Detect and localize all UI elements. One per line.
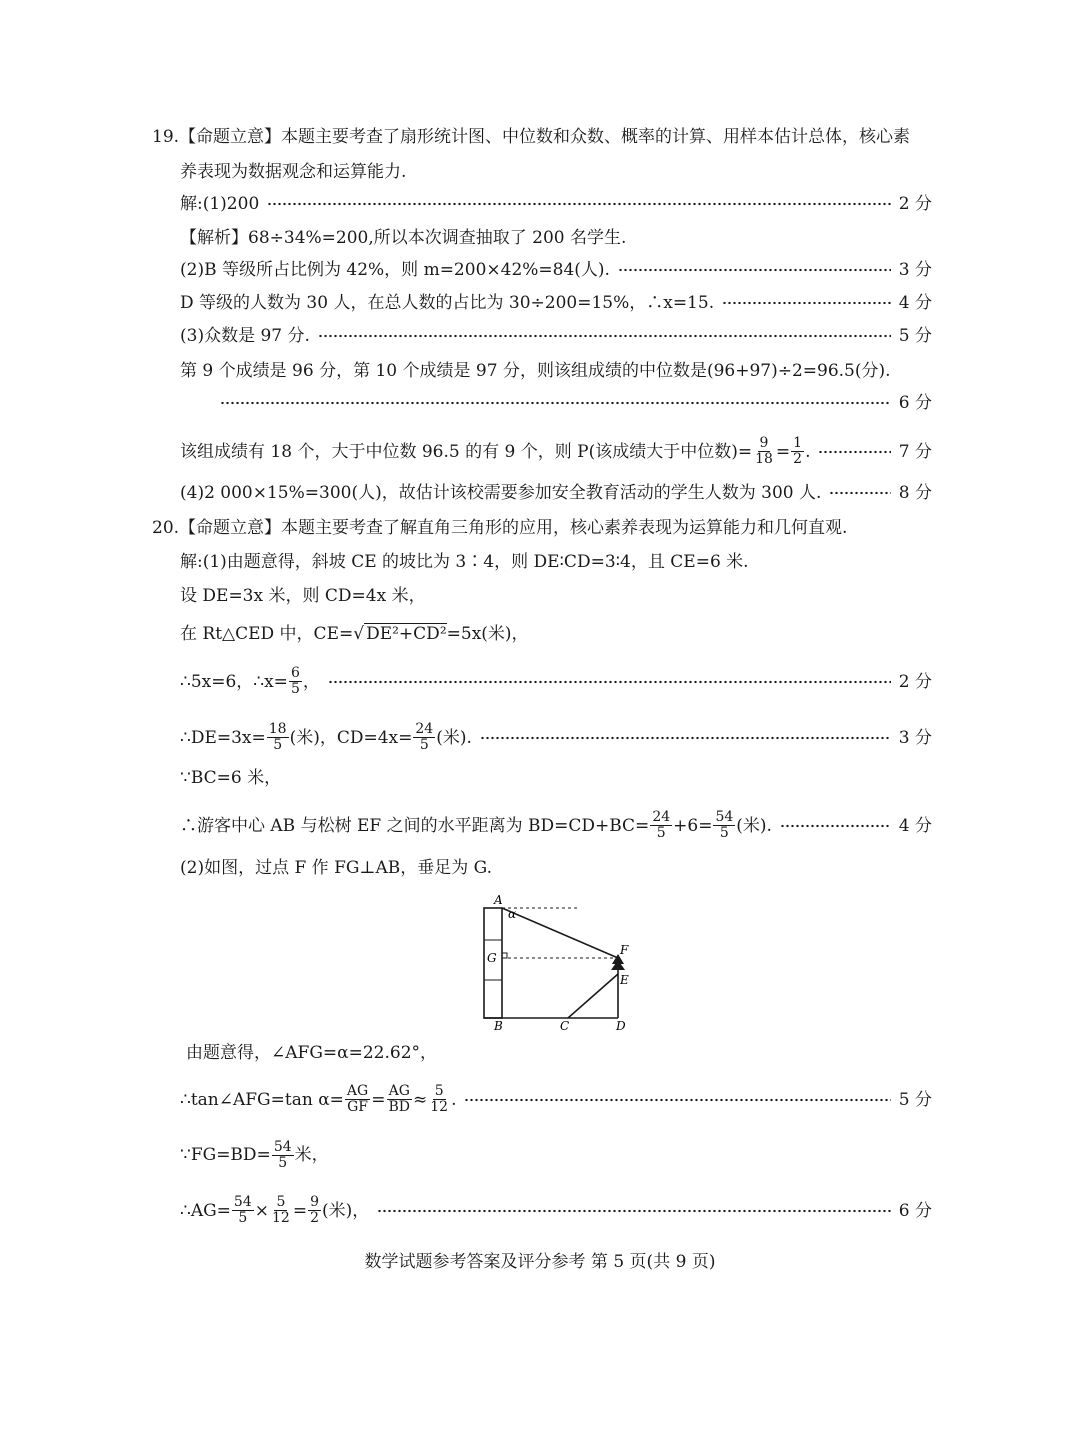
dot-leader <box>780 814 891 838</box>
dot-leader <box>818 440 890 464</box>
approx-sign: ≈ <box>412 1089 428 1110</box>
q20-line5-pre: ∴DE=3x= <box>180 727 266 748</box>
label-e: E <box>620 973 629 987</box>
q19-step4-text: (3)众数是 97 分. <box>180 326 310 346</box>
fraction <box>413 722 435 753</box>
q20-line9: 由题意得，∠AFG=α=22.62°， <box>186 1043 438 1063</box>
slope-ce <box>568 974 618 1018</box>
q20-line12-post: (米)， <box>322 1200 370 1221</box>
fraction <box>753 436 775 467</box>
fraction-numerator: 18 <box>268 721 287 737</box>
equals-sign: = <box>775 441 791 462</box>
fraction-numerator: 54 <box>273 1139 292 1155</box>
dot-leader <box>318 324 891 348</box>
sqrt-radicand: DE²+CD² <box>366 624 447 644</box>
fraction-numerator: 54 <box>715 809 734 825</box>
q20-line7-mid: +6= <box>673 815 713 836</box>
q19-step6-score: 7 分 <box>898 441 932 462</box>
dot-leader <box>464 1088 890 1112</box>
fraction-numerator: 1 <box>793 435 803 451</box>
q20-line10 <box>180 1084 932 1115</box>
q20-line7-post: (米). <box>736 815 772 836</box>
fraction-denominator: 2 <box>310 1210 319 1226</box>
dot-leader <box>722 291 891 315</box>
q19-step5-score-row <box>220 391 932 415</box>
dot-leader <box>267 192 891 216</box>
equals-sign: = <box>292 1200 308 1221</box>
q20-line1: 解:(1)由题意得，斜坡 CE 的坡比为 3∶4，则 DE∶CD=3∶4，且 CE=6 米. <box>180 552 749 572</box>
q20-line3-post: =5x(米)， <box>446 624 529 644</box>
fraction-denominator: 12 <box>272 1210 290 1226</box>
fraction-numerator: 24 <box>652 809 671 825</box>
fraction-numerator: AG <box>346 1083 369 1099</box>
q20-line7-score: 4 分 <box>898 815 932 836</box>
q20-line4-score: 2 分 <box>898 671 932 692</box>
q19-step3-score: 4 分 <box>898 293 932 313</box>
q20-line12-score: 6 分 <box>898 1200 932 1221</box>
fraction-denominator: BD <box>388 1099 410 1115</box>
fraction-numerator: 9 <box>759 435 769 451</box>
q20-line6: ∵BC=6 米， <box>180 768 282 788</box>
q19-step2-text: (2)B 等级所占比例为 42%，则 m=200×42%=84(人). <box>180 260 610 280</box>
q19-intro-line2: 养表现为数据观念和运算能力. <box>180 162 407 182</box>
q19-step6 <box>180 436 932 467</box>
fraction <box>232 1195 254 1226</box>
fraction <box>272 1140 294 1171</box>
period: . <box>805 441 811 462</box>
fraction <box>345 1084 370 1115</box>
label-f: F <box>620 943 629 957</box>
fraction <box>270 1195 292 1226</box>
geometry-figure <box>478 890 638 1032</box>
fraction-denominator: 12 <box>430 1099 449 1115</box>
q20-intro: 20.【命题立意】本题主要考查了解直角三角形的应用，核心素养表现为运算能力和几何直观. <box>152 518 848 538</box>
q20-line11 <box>180 1140 329 1171</box>
q20-line10-pre: ∴tan∠AFG=tan α= <box>180 1089 344 1110</box>
q20-line8: (2)如图，过点 F 作 FG⊥AB，垂足为 G. <box>180 858 493 878</box>
fraction <box>428 1084 450 1115</box>
q19-step5-text: 第 9 个成绩是 96 分，第 10 个成绩是 97 分，则该组成绩的中位数是(96+97)÷2=96.5(分). <box>180 361 891 381</box>
q19-intro-line1: 19.【命题立意】本题主要考查了扇形统计图、中位数和众数、概率的计算、用样本估计总体，核心素 <box>152 127 911 147</box>
fraction <box>791 436 804 467</box>
q20-line7-pre: ∴游客中心 AB 与松树 EF 之间的水平距离为 BD=CD+BC= <box>180 815 650 836</box>
fraction-denominator: 5 <box>273 737 283 753</box>
q19-step5-score: 6 分 <box>898 393 932 413</box>
q19-step1-text: 解:(1)200 <box>180 194 260 214</box>
q20-line3-pre: 在 Rt△CED 中，CE= <box>180 624 354 644</box>
fraction <box>267 722 289 753</box>
fraction <box>308 1195 321 1226</box>
q19-analysis: 【解析】68÷34%=200,所以本次调查抽取了 200 名学生. <box>180 228 627 248</box>
fraction-denominator: GF <box>347 1099 369 1115</box>
sqrt-sign: √ <box>353 624 365 644</box>
q20-line7 <box>180 810 932 841</box>
dot-leader <box>480 726 891 750</box>
dot-leader <box>618 258 891 282</box>
q20-line5 <box>180 722 932 753</box>
q20-line5-score: 3 分 <box>898 727 932 748</box>
fraction-numerator: 54 <box>233 1194 252 1210</box>
fraction-numerator: 5 <box>276 1194 286 1210</box>
equals-sign: = <box>371 1089 386 1110</box>
q20-line4-pre: ∴5x=6，∴x= <box>180 671 288 692</box>
dot-leader <box>377 1199 891 1223</box>
q20-line12 <box>180 1195 932 1226</box>
fraction-denominator: 5 <box>656 825 666 841</box>
q19-step6-text: 该组成绩有 18 个，大于中位数 96.5 的有 9 个，则 P(该成绩大于中位数)= <box>180 441 753 462</box>
label-b: B <box>494 1019 503 1032</box>
label-c: C <box>560 1019 570 1032</box>
fraction-numerator: 5 <box>434 1083 444 1099</box>
page-footer: 数学试题参考答案及评分参考 第 5 页(共 9 页) <box>364 1252 716 1272</box>
q20-line4 <box>180 666 932 697</box>
fraction <box>386 1084 412 1115</box>
fraction-numerator: AG <box>388 1083 410 1099</box>
q19-step4 <box>180 324 932 348</box>
fraction <box>713 810 735 841</box>
label-g: G <box>487 951 497 965</box>
q19-step2-score: 3 分 <box>898 260 932 280</box>
label-alpha: α <box>508 907 517 921</box>
q19-step3-text: D 等级的人数为 30 人，在总人数的占比为 30÷200=15%，∴x=15. <box>180 293 715 313</box>
fraction-numerator: 24 <box>415 721 434 737</box>
q19-step3 <box>180 291 932 315</box>
q20-line12-pre: ∴AG= <box>180 1200 231 1221</box>
fraction <box>650 810 672 841</box>
q19-step4-score: 5 分 <box>898 326 932 346</box>
dot-leader <box>328 670 891 694</box>
fraction-numerator: 9 <box>310 1194 319 1210</box>
fraction-numerator: 6 <box>290 665 300 681</box>
q19-step7 <box>180 481 932 505</box>
q20-line10-score: 5 分 <box>898 1089 932 1110</box>
times-sign: × <box>254 1200 269 1221</box>
fraction-denominator: 5 <box>290 681 300 697</box>
fraction <box>289 666 302 697</box>
q20-line11-post: 米， <box>294 1145 329 1165</box>
q19-step7-text: (4)2 000×15%=300(人)，故估计该校需要参加安全教育活动的学生人数为 300 人. <box>180 483 822 503</box>
q19-step2 <box>180 258 932 282</box>
period: . <box>451 1089 457 1110</box>
q19-step7-score: 8 分 <box>898 483 932 503</box>
q20-line2: 设 DE=3x 米，则 CD=4x 米， <box>180 586 426 606</box>
fraction-denominator: 5 <box>719 825 729 841</box>
q20-line5-mid: (米)，CD=4x= <box>289 727 413 748</box>
q20-line3 <box>180 622 529 646</box>
q19-step1 <box>180 192 932 216</box>
q20-line4-post: ， <box>302 671 320 692</box>
q20-line5-post: (米). <box>436 727 472 748</box>
fraction-denominator: 5 <box>419 737 429 753</box>
q19-step1-score: 2 分 <box>898 194 932 214</box>
label-d: D <box>616 1019 626 1032</box>
fraction-denominator: 18 <box>755 451 773 467</box>
fraction-denominator: 2 <box>793 451 803 467</box>
fraction-denominator: 5 <box>278 1155 288 1171</box>
dot-leader <box>829 481 890 505</box>
label-a: A <box>494 893 503 907</box>
dot-leader <box>220 391 891 415</box>
q20-line11-pre: ∵FG=BD= <box>180 1145 271 1165</box>
fraction-denominator: 5 <box>238 1210 248 1226</box>
line-af <box>502 908 618 958</box>
